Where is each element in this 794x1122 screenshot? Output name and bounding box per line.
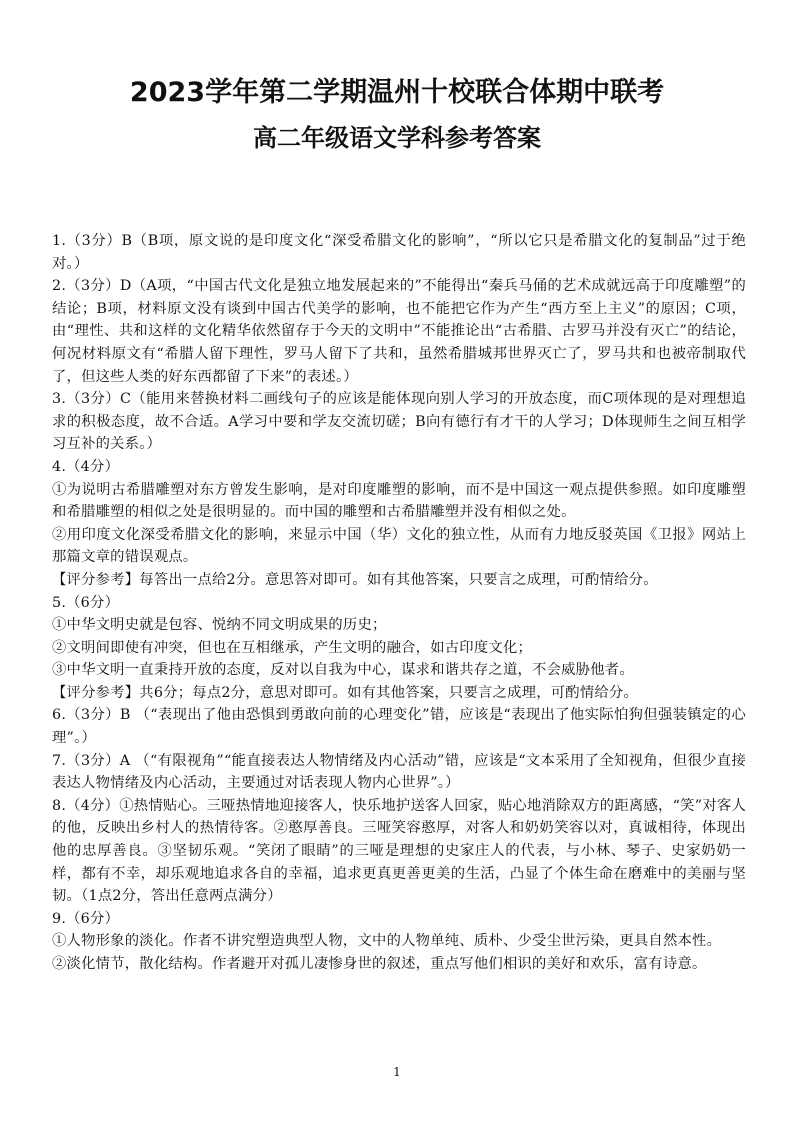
answer-paragraph: 3.（3分）C（能用来替换材料二画线句子的应该是能体现向别人学习的开放态度，而C项体现的是对理想追求的积极态度，故不合适。A学习中要和学友交流切磋；B向有德行有才干的人学习；D体现师生之间互相学习互补的关系。） bbox=[52, 391, 746, 453]
page-number: 1 bbox=[393, 1065, 401, 1079]
document-title: 2023学年第二学期温州十校联合体期中联考 bbox=[129, 77, 665, 108]
answer-paragraph: ②用印度文化深受希腊文化的影响，来显示中国（华）文化的独立性，从而有力地反驳英国《卫报》网站上那篇文章的错误观点。 bbox=[52, 526, 746, 566]
answer-paragraph: 6.（3分）B （“表现出了他由恐惧到勇敢向前的心理变化”错，应该是“表现出了他实际怕狗但强装镇定的心理”。） bbox=[52, 707, 746, 747]
answer-paragraph: ①为说明古希腊雕塑对东方曾发生影响，是对印度雕塑的影响，而不是中国这一观点提供参照。如印度雕塑和希腊雕塑的相似之处是很明显的。而中国的雕塑和古希腊雕塑并没有相似之处。 bbox=[52, 481, 746, 521]
answer-paragraph: 5.（6分） bbox=[52, 594, 120, 611]
answer-paragraph: 7.（3分）A （“有限视角”“能直接表达人物情绪及内心活动”错，应该是“文本采用了全知视角，但很少直接表达人物情绪及内心活动，主要通过对话表现人物内心世界”。） bbox=[52, 752, 746, 792]
grading-note: 【评分参考】共6分；每点2分，意思对即可。如有其他答案，只要言之成理，可酌情给分。 bbox=[52, 684, 639, 701]
answer-paragraph: ②文明间即使有冲突，但也在互相继承，产生文明的融合，如古印度文化； bbox=[52, 639, 533, 656]
answer-paragraph: 8.（4分）①热情贴心。三哑热情地迎接客人，快乐地护送客人回家，贴心地消除双方的距离感，“笑”对客人的他，反映出乡村人的热情待客。②憨厚善良。三哑笑容憨厚，对客人和奶奶笑容以对，真诚相待，体现出他的忠厚善良。③坚韧乐观。“笑闭了眼睛”的三哑是理想的史家庄人的代表，与小林、琴子、史家奶奶一样，都有不幸，却乐观地追求各自的幸福，追求更真更善更美的生活，凸显了个体生命在磨难中的美丽与坚韧。（1点2分，答出任意两点满分） bbox=[52, 797, 746, 905]
answer-paragraph: ③中华文明一直秉持开放的态度，反对以自我为中心，谋求和谐共存之道，不会威胁他者。 bbox=[52, 662, 634, 679]
answer-paragraph: 4.（4分） bbox=[52, 458, 120, 475]
grading-note: 【评分参考】每答出一点给2分。意思答对即可。如有其他答案，只要言之成理，可酌情给分。 bbox=[52, 571, 658, 588]
answer-paragraph: ①中华文明史就是包容、悦纳不同文明成果的历史； bbox=[52, 617, 387, 634]
answer-paragraph: 2.（3分）D（A项，“中国古代文化是独立地发展起来的”不能得出“秦兵马俑的艺术成就远高于印度雕塑”的结论；B项，材料原文没有谈到中国古代美学的影响，也不能把它作为产生“西方至上主义”的原因；C项，由“理性、共和这样的文化精华依然留存于今天的文明中”不能推论出“古希腊、古罗马并没有灭亡”的结论，何况材料原文有“希腊人留下理性，罗马人留下了共和，虽然希腊城邦世界灭亡了，罗马共和也被帝制取代了，但这些人类的好东西都留了下来”的表述。） bbox=[52, 278, 746, 385]
document-subtitle: 高二年级语文学科参考答案 bbox=[253, 124, 541, 152]
answer-paragraph: 9.（6分） bbox=[52, 910, 120, 927]
answer-list bbox=[52, 230, 746, 976]
answer-paragraph: ②淡化情节，散化结构。作者避开对孤儿凄惨身世的叙述，重点写他们相识的美好和欢乐，富有诗意。 bbox=[52, 956, 707, 972]
answer-paragraph: ①人物形象的淡化。作者不讲究塑造典型人物，文中的人物单纯、质朴、少受尘世污染，更具自然本性。 bbox=[52, 933, 722, 950]
answer-paragraph: 1.（3分）B（B项，原文说的是印度文化“深受希腊文化的影响”，“所以它只是希腊文化的复制品”过于绝对。） bbox=[52, 233, 746, 272]
